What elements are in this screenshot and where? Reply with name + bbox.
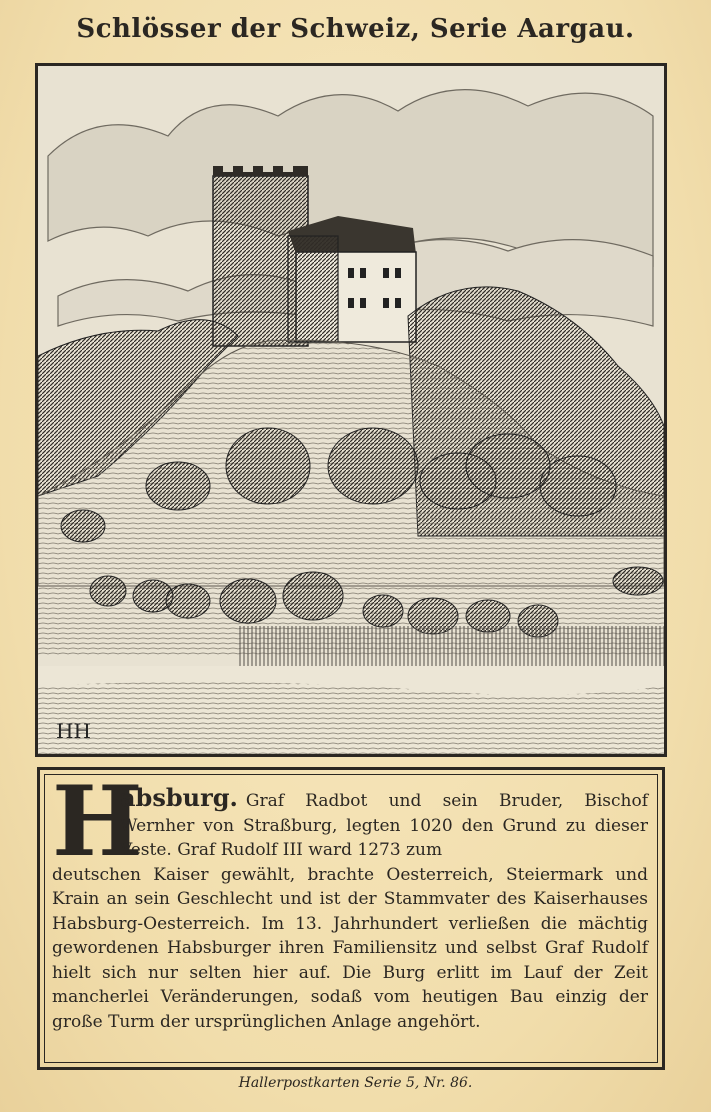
publisher-caption: Hallerpostkarten Serie 5, Nr. 86.: [238, 1075, 473, 1091]
castle-illustration: [38, 66, 664, 754]
drop-cap: H: [52, 765, 143, 878]
description-frame: [37, 767, 665, 1070]
description-text: [52, 783, 648, 1034]
description-remaining: deutschen Kaiser gewählt, brachte Oesterreich, Steiermark und Krain an sein Geschlecht und ist der Stammvater des Kaiserhauses Habsburg-Oesterreich. Im 13. Jahrhundert verließen die mächtig gewordenen Habsburger ihren Familiensitz und selbst Graf Rudolf hielt sich nur selten hier auf. Die Burg erlitt im Lauf der Zeit mancherlei Veränderungen, sodaß vom heutigen Bau einzig der große Turm der ursprünglichen Anlage angehört.: [52, 864, 648, 1032]
illustration-frame: [35, 63, 667, 757]
monogram: HH: [56, 719, 91, 743]
description-first-lines: Graf Radbot und sein Bruder, Bischof Wernher von Straßburg, legten 1020 den Grund zu dieser Veste. Graf Rudolf III ward 1273 zum: [120, 791, 648, 860]
castle-name: absburg.: [120, 783, 238, 812]
postcard-title: Schlösser der Schweiz, Serie Aargau.: [76, 14, 635, 44]
